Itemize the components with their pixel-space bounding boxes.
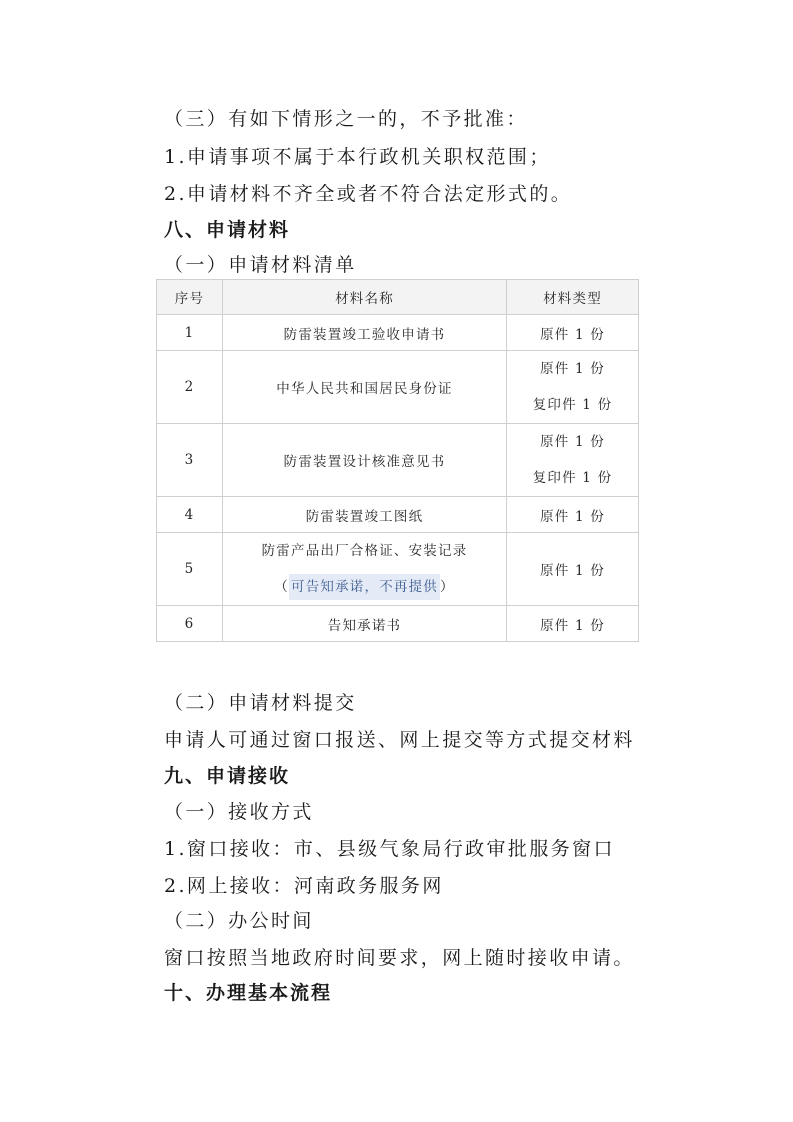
section-heading-materials: 八、申请材料 bbox=[164, 219, 291, 241]
row-number: 2 bbox=[157, 351, 223, 424]
table-row bbox=[157, 315, 639, 351]
material-name-main: 防雷产品出厂合格证、安装记录 bbox=[261, 543, 468, 559]
material-name: 防雷装置竣工验收申请书 bbox=[223, 315, 507, 351]
table-header-row bbox=[157, 280, 639, 315]
table-row bbox=[157, 533, 639, 606]
note-close-paren: ） bbox=[440, 579, 455, 595]
materials-list-subtitle: （一）申请材料清单 bbox=[164, 254, 357, 276]
office-hours-subtitle: （二）办公时间 bbox=[164, 910, 314, 932]
column-header-number: 序号 bbox=[157, 280, 223, 315]
materials-submission-text: 申请人可通过窗口报送、网上提交等方式提交材料 bbox=[164, 729, 635, 751]
note-open-paren: （ bbox=[274, 579, 289, 595]
row-number: 3 bbox=[157, 424, 223, 497]
section-heading-application-receipt: 九、申请接收 bbox=[164, 765, 291, 787]
row-number: 1 bbox=[157, 315, 223, 351]
material-name-note-line bbox=[223, 569, 506, 605]
disapproval-condition-2: 2.申请材料不齐全或者不符合法定形式的。 bbox=[164, 183, 573, 205]
material-type-copy: 复印件 1 份 bbox=[532, 397, 613, 413]
row-number: 4 bbox=[157, 497, 223, 533]
section-heading-basic-process: 十、办理基本流程 bbox=[164, 982, 333, 1004]
material-type: 原件 1 份 bbox=[507, 315, 639, 351]
material-type bbox=[507, 424, 639, 497]
material-name: 中华人民共和国居民身份证 bbox=[223, 351, 507, 424]
table-row bbox=[157, 606, 639, 642]
material-type: 原件 1 份 bbox=[507, 533, 639, 606]
office-hours-text: 窗口按照当地政府时间要求，网上随时接收申请。 bbox=[164, 947, 635, 969]
receipt-method-window: 1.窗口接收：市、县级气象局行政审批服务窗口 bbox=[164, 838, 615, 860]
materials-table bbox=[156, 279, 639, 642]
material-name: 告知承诺书 bbox=[223, 606, 507, 642]
material-type-original: 原件 1 份 bbox=[540, 434, 605, 450]
table-row bbox=[157, 424, 639, 497]
row-number: 6 bbox=[157, 606, 223, 642]
table-row bbox=[157, 497, 639, 533]
disapproval-condition-1: 1.申请事项不属于本行政机关职权范围； bbox=[164, 146, 551, 168]
column-header-material-name: 材料名称 bbox=[223, 280, 507, 315]
material-type-copy: 复印件 1 份 bbox=[532, 470, 613, 486]
material-type: 原件 1 份 bbox=[507, 497, 639, 533]
material-type bbox=[507, 351, 639, 424]
material-type: 原件 1 份 bbox=[507, 606, 639, 642]
column-header-material-type: 材料类型 bbox=[507, 280, 639, 315]
materials-submission-subtitle: （二）申请材料提交 bbox=[164, 692, 357, 714]
highlighted-note: 可告知承诺，不再提供 bbox=[289, 574, 440, 600]
disapproval-conditions-title: （三）有如下情形之一的，不予批准： bbox=[164, 108, 528, 130]
receipt-method-online: 2.网上接收：河南政务服务网 bbox=[164, 875, 444, 897]
material-name: 防雷装置竣工图纸 bbox=[223, 497, 507, 533]
material-type-original: 原件 1 份 bbox=[540, 361, 605, 377]
row-number: 5 bbox=[157, 533, 223, 606]
receipt-method-subtitle: （一）接收方式 bbox=[164, 801, 314, 823]
material-name bbox=[223, 533, 507, 606]
material-name: 防雷装置设计核准意见书 bbox=[223, 424, 507, 497]
table-row bbox=[157, 351, 639, 424]
